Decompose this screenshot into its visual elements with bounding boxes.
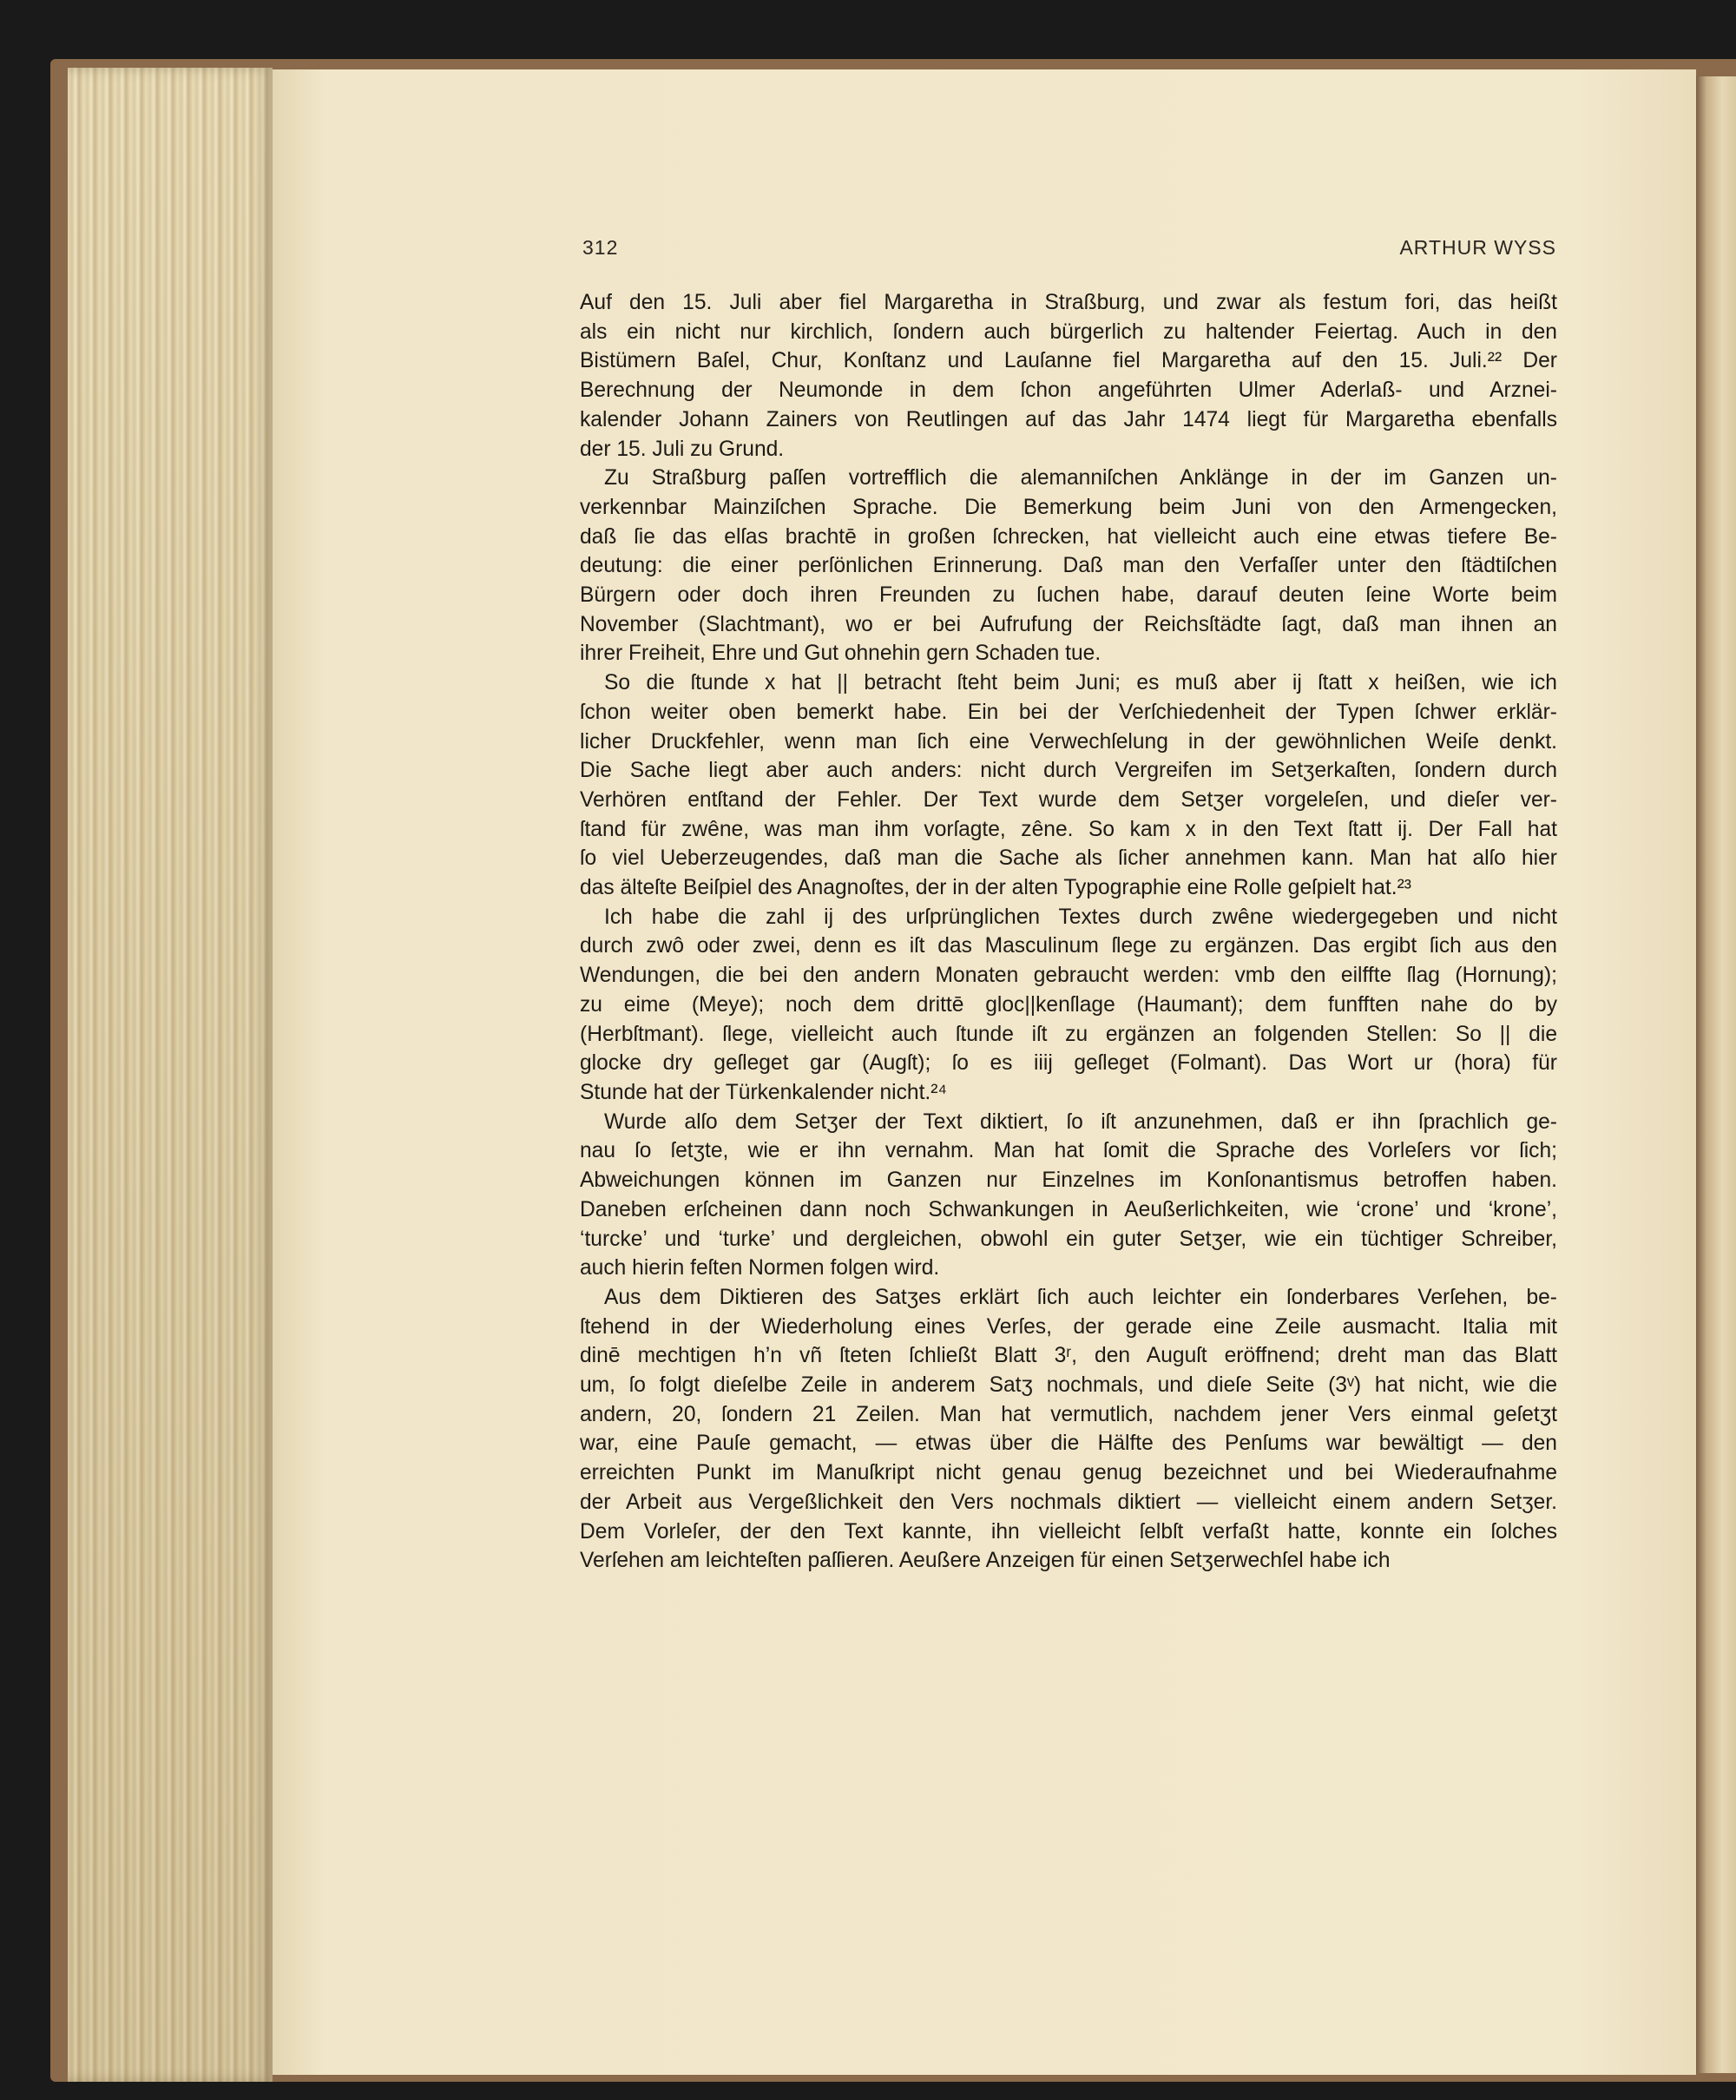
text-line: ſtehend in der Wiederholung eines Verſes, der gerade eine Zeile ausmacht. Italia mit (580, 1314, 1557, 1339)
text-line: Stunde hat der Türkenkalender nicht.²⁴ (580, 1080, 947, 1104)
text-line: kalender Johann Zainers von Reutlingen auf das Jahr 1474 liegt für Margaretha ebenfalls (580, 407, 1557, 431)
text-line: Verſehen am leichteſten paſſieren. Aeußere Anzeigen für einen Setʒerwechſel habe ich (580, 1549, 1391, 1573)
text-line: So die ſtunde x hat || betracht ſteht beim Juni; es muß aber ij ſtatt x heißen, wie ich (604, 671, 1557, 695)
text-line: licher Druckfehler, wenn man ſich eine Verwechſelung in der gewöhnlichen Weiſe denkt. (580, 729, 1557, 754)
running-head: ARTHUR WYSS (1399, 236, 1556, 259)
text-line: deutung: die einer perſönlichen Erinnerung. Daß man den Verfaſſer unter den ſtädtiſchen (580, 554, 1557, 578)
text-line: ſchon weiter oben bemerkt habe. Ein bei der Verſchiedenheit der Typen ſchwer erklär- (580, 700, 1557, 724)
text-line: Abweichungen können im Ganzen nur Einzelnes im Konſonantismus betroffen haben. (580, 1168, 1557, 1193)
page-header (582, 231, 1556, 262)
text-line: ſo viel Ueberzeugendes, daß man die Sache als ſicher annehmen kann. Man hat alſo hier (580, 846, 1557, 871)
text-line: Zu Straßburg paſſen vortrefflich die alemanniſchen Anklänge in der im Ganzen un- (604, 466, 1557, 490)
text-line: der Arbeit aus Vergeßlichkeit den Vers nochmals diktiert — vielleicht einem andern Setʒer. (580, 1490, 1557, 1514)
text-line: Wurde alſo dem Setʒer der Text diktiert, ſo iſt anzunehmen, daß er ihn ſprachlich ge- (604, 1109, 1557, 1134)
text-line: ſtand für zwêne, was man ihm vorſagte, zêne. So kam x in den Text ſtatt ij. Der Fall hat (580, 817, 1557, 841)
text-line: dinē mechtigen h’n vñ ſteten ſchließt Blatt 3ʳ, den Auguſt eröffnend; dreht man das Blatt (580, 1344, 1557, 1368)
paragraph (580, 464, 1557, 668)
facing-page-edge (1696, 76, 1736, 2073)
paragraph (580, 1283, 1557, 1576)
text-line: andern, 20, ſondern 21 Zeilen. Man hat vermutlich, nachdem jener Vers einmal geſetʒt (580, 1402, 1557, 1426)
text-line: Ich habe die zahl ij des urſprünglichen Textes durch zwêne wiedergegeben und nicht (604, 905, 1557, 929)
text-line: ‘turcke’ und ‘turke’ und dergleichen, obwohl ein guter Setʒer, wie ein tüchtiger Schreiber, (580, 1227, 1557, 1251)
text-line: Berechnung der Neumonde in dem ſchon angeführten Ulmer Aderlaß- und Arznei- (580, 379, 1557, 403)
text-line: erreichten Punkt im Manuſkript nicht genau genug bezeichnet und bei Wiederaufnahme (580, 1461, 1557, 1485)
paragraph (580, 903, 1557, 1108)
text-line: glocke dry geſleget gar (Augſt); ſo es iiij geſleget (Folmant). Das Wort ur (hora) für (580, 1051, 1557, 1076)
text-line: war, eine Pauſe gemacht, — etwas über die Hälfte des Penſums war bewältigt — den (580, 1432, 1557, 1456)
text-line: Wendungen, die bei den andern Monaten gebraucht werden: vmb den eilffte ſlag (Hornung); (580, 964, 1557, 988)
text-line: das älteſte Beiſpiel des Anagnoſtes, der in der alten Typographie eine Rolle geſpielt hat.²³ (580, 876, 1411, 900)
text-line: daß ſie das elſas brachtē in großen ſchrecken, hat vielleicht auch eine etwas tiefere Be- (580, 524, 1557, 549)
paragraph (580, 288, 1557, 464)
text-line: zu eime (Meye); noch dem drittē gloc||kenſlage (Haumant); dem funfften nahe do by (580, 992, 1557, 1017)
text-line: um, ſo folgt dieſelbe Zeile in anderem Satʒ nochmals, und dieſe Seite (3ᵛ) hat nicht, wie die (580, 1373, 1557, 1398)
text-line: verkennbar Mainziſchen Sprache. Die Bemerkung beim Juni von den Armengecken, (580, 495, 1557, 519)
page-number: 312 (582, 236, 619, 259)
text-line: Dem Vorleſer, der den Text kannte, ihn vielleicht ſelbſt verfaßt hatte, konnte ein ſolches (580, 1519, 1557, 1544)
paragraph (580, 668, 1557, 903)
text-line: durch zwô oder zwei, denn es iſt das Masculinum ſlege zu ergänzen. Das ergibt ſich aus den (580, 934, 1557, 958)
text-line: als ein nicht nur kirchlich, ſondern auch bürgerlich zu haltender Feiertag. Auch in den (580, 319, 1557, 344)
text-line: nau ſo ſetʒte, wie er ihn vernahm. Man hat ſomit die Sprache des Vorleſers vor ſich; (580, 1139, 1557, 1163)
text-line: ihrer Freiheit, Ehre und Gut ohnehin gern Schaden tue. (580, 642, 1101, 666)
text-line: Die Sache liegt aber auch anders: nicht durch Vergreifen im Setʒerkaſten, ſondern durch (580, 759, 1557, 783)
text-line: Bistümern Baſel, Chur, Konſtanz und Lauſanne fiel Margaretha auf den 15. Juli.²² Der (580, 349, 1557, 373)
text-line: Verhören entſtand der Fehler. Der Text wurde dem Setʒer vorgeleſen, und dieſer ver- (580, 787, 1557, 812)
text-line: Bürgern oder doch ihren Freunden zu ſuchen habe, darauf deuten ſeine Worte beim (580, 583, 1557, 608)
text-line: Auf den 15. Juli aber fiel Margaretha in Straßburg, und zwar als festum fori, das heißt (580, 291, 1557, 314)
text-line: der 15. Juli zu Grund. (580, 437, 785, 461)
text-line: auch hierin feſten Normen folgen wird. (580, 1256, 940, 1280)
page-edges (68, 68, 273, 2082)
paragraph (580, 1108, 1557, 1283)
text-line: November (Slachtmant), wo er bei Aufrufung der Reichsſtädte ſagt, daß man ihnen an (580, 612, 1557, 636)
body-text (580, 288, 1557, 1576)
text-line: Aus dem Diktieren des Satʒes erklärt ſich auch leichter ein ſonderbares Verſehen, be- (604, 1285, 1557, 1309)
text-line: Daneben erſcheinen dann noch Schwankungen in Aeußerlichkeiten, wie ‘crone’ und ‘krone’, (580, 1197, 1557, 1221)
text-line: (Herbſtmant). ſlege, vielleicht auch ſtunde iſt zu ergänzen an folgenden Stellen: So || die (580, 1022, 1557, 1046)
